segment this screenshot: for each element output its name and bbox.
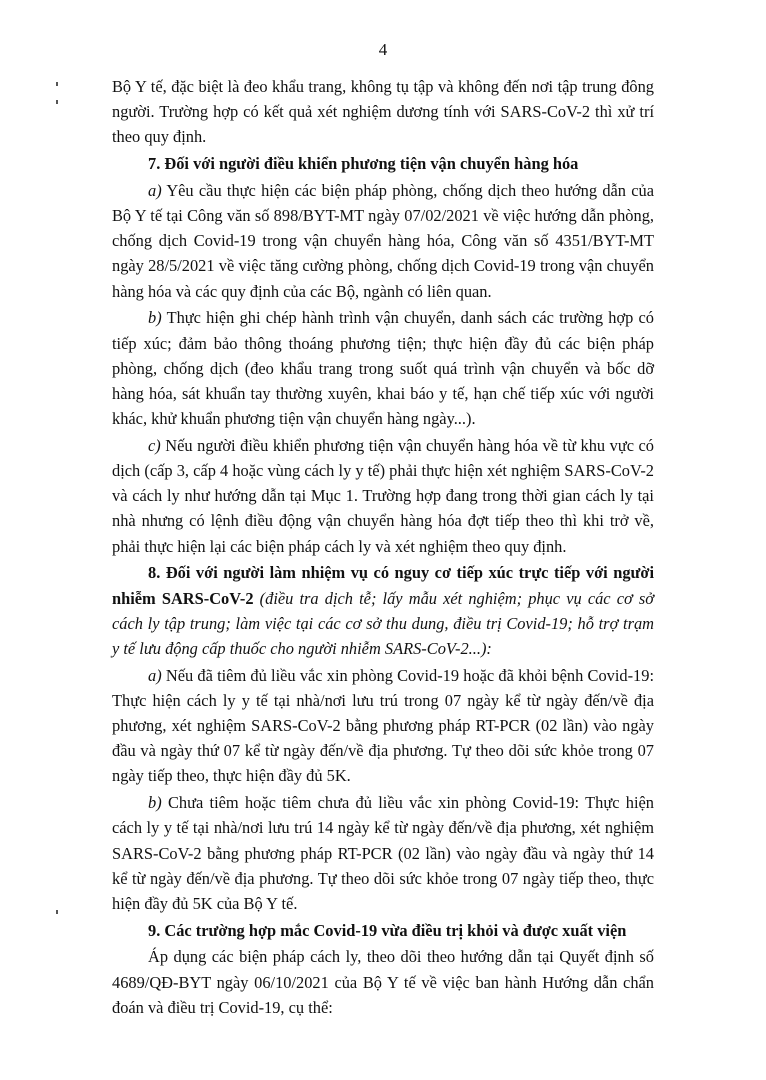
item-label: c)	[148, 435, 161, 455]
paragraph-text: Thực hiện ghi chép hành trình vận chuyển, danh sách các trường hợp có tiếp xúc; đảm bảo thông thoáng phương tiện; thực hiện đầy đủ các biện pháp phòng, chống dịch (đeo khẩu trang trong suốt quá trình vận chuyển và bốc dỡ hàng hóa, sát khuẩn tay thường xuyên, khai báo y tế, hạn chế tiếp xúc với người khác, khử khuẩn phương tiện vận chuyển hàng ngày...).	[112, 308, 654, 429]
paragraph-text: Áp dụng các biện pháp cách ly, theo dõi theo hướng dẫn tại Quyết định số 4689/QĐ-BYT ngày 06/10/2021 của Bộ Y tế về việc ban hành Hướng dẫn chẩn đoán và điều trị Covid-19, cụ thể:	[112, 947, 654, 1017]
paragraph	[112, 74, 654, 150]
paragraph	[112, 663, 654, 789]
item-label: a)	[148, 665, 162, 685]
paragraph	[112, 790, 654, 916]
heading-text: 8. Đối với người làm nhiệm vụ có nguy cơ tiếp xúc trực tiếp với người nhiễm SARS-CoV-2	[112, 563, 654, 608]
paragraph-text: Yêu cầu thực hiện các biện pháp phòng, chống dịch theo hướng dẫn của Bộ Y tế tại Công văn số 898/BYT-MT ngày 07/02/2021 về việc hướng dẫn phòng, chống dịch Covid-19 trong vận chuyển hàng hóa, Công văn số 4351/BYT-MT ngày 28/5/2021 về việc tăng cường phòng, chống dịch Covid-19 trong vận chuyển hàng hóa và các quy định của các Bộ, ngành có liên quan.	[112, 180, 654, 301]
heading-text: 7. Đối với người điều khiển phương tiện vận chuyển hàng hóa	[148, 154, 579, 174]
scan-mark	[56, 910, 58, 914]
paragraph	[112, 178, 654, 304]
section-heading-9	[112, 918, 654, 943]
heading-note: (điều tra dịch tễ; lấy mẫu xét nghiệm; phục vụ các cơ sở cách ly tập trung; làm việc tại các cơ sở thu dung, điều trị Covid-19; hỗ trợ trạm y tế lưu động cấp thuốc cho người nhiễm SARS-CoV-2...):	[112, 588, 654, 658]
item-label: b)	[148, 793, 162, 813]
paragraph-text: Nếu đã tiêm đủ liều vắc xin phòng Covid-19 hoặc đã khỏi bệnh Covid-19: Thực hiện cách ly y tế tại nhà/nơi lưu trú trong 07 ngày kể từ ngày đến/về địa phương, xét nghiệm SARS-CoV-2 bằng phương pháp RT-PCR (02 lần) vào ngày đầu và ngày thứ 07 kể từ ngày đến/về địa phương. Tự theo dõi sức khỏe trong 07 ngày tiếp theo, thực hiện đầy đủ 5K.	[112, 665, 654, 786]
document-body	[112, 74, 654, 1022]
paragraph	[112, 433, 654, 559]
section-heading-8	[112, 560, 654, 661]
paragraph-text: Nếu người điều khiển phương tiện vận chuyển hàng hóa về từ khu vực có dịch (cấp 3, cấp 4 hoặc vùng cách ly y tế) phải thực hiện xét nghiệm SARS-CoV-2 và cách ly như hướng dẫn tại Mục 1. Trường hợp đang trong thời gian cách ly tại nhà nhưng có lệnh điều động vận chuyển hàng hóa đợt tiếp theo thì khi trở về, phải thực hiện lại các biện pháp cách ly và xét nghiệm theo quy định.	[112, 435, 654, 556]
item-label: a)	[148, 180, 162, 200]
page-number: 4	[378, 40, 388, 59]
heading-text: 9. Các trường hợp mắc Covid-19 vừa điều trị khỏi và được xuất viện	[148, 920, 627, 940]
section-heading-7	[112, 151, 654, 176]
scan-mark	[56, 82, 58, 86]
paragraph	[112, 305, 654, 431]
paragraph-text: Bộ Y tế, đặc biệt là đeo khẩu trang, không tụ tập và không đến nơi tập trung đông người. Trường hợp có kết quả xét nghiệm dương tính với SARS-CoV-2 thì xử trí theo quy định.	[112, 77, 654, 147]
paragraph	[112, 944, 654, 1020]
item-label: b)	[148, 308, 162, 328]
scan-mark	[56, 100, 58, 104]
paragraph-text: Chưa tiêm hoặc tiêm chưa đủ liều vắc xin phòng Covid-19: Thực hiện cách ly y tế tại nhà/nơi lưu trú 14 ngày kể từ ngày đến/về địa phương, xét nghiệm SARS-CoV-2 bằng phương pháp RT-PCR (02 lần) vào ngày đầu và ngày thứ 14 kể từ ngày đến/về địa phương. Tự theo dõi sức khỏe trong 07 ngày tiếp theo, thực hiện đầy đủ 5K của Bộ Y tế.	[112, 793, 654, 913]
